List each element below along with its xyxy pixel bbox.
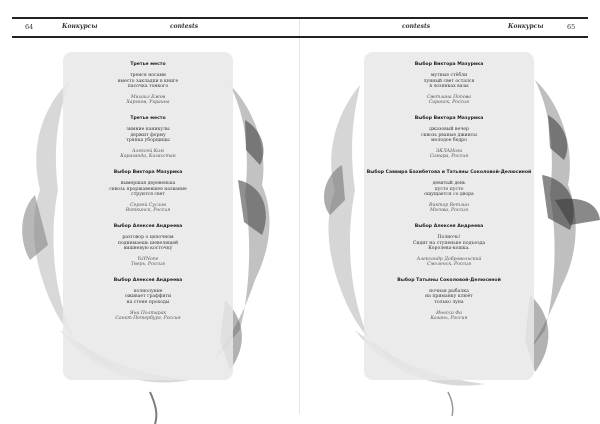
entry-title: Выбор Саввира Бахибетова и Татьяны Соколовой-Делюсиной: [366, 169, 532, 175]
author-name: Виктор Ветлин: [429, 202, 469, 208]
author-name: ЭКЛАНоги: [435, 148, 463, 154]
header-rule-bottom: [12, 36, 300, 38]
haiku-line: в лозянках вазы: [429, 84, 469, 90]
haiku: [334, 73, 564, 90]
page-number: 64: [25, 23, 34, 31]
running-section: contests: [170, 23, 199, 30]
haiku: [33, 289, 263, 306]
author-block: [33, 95, 263, 106]
author-location: Москва, Россия: [429, 208, 469, 214]
haiku-line: на приманку клюёт: [425, 294, 473, 300]
haiku-line: девятый день: [432, 180, 466, 186]
author-location: Смоленск, Россия: [427, 262, 471, 268]
haiku-line: оживает граффити: [124, 294, 172, 300]
page-number: 65: [567, 23, 576, 31]
haiku-line: поднимаешь шевелящей: [117, 240, 179, 246]
author-name: Михаил Ежов: [130, 94, 166, 100]
author-location: Воткинск, Россия: [125, 208, 171, 214]
contest-entry: [33, 224, 263, 268]
author-location: Саранск, Россия: [428, 100, 470, 106]
haiku: [334, 289, 564, 306]
haiku: [33, 181, 263, 198]
header-rule-bottom: [300, 36, 588, 38]
haiku-line: сквозь проржавевшее название: [109, 186, 187, 192]
entry-title: Выбор Алексея Андреева: [113, 277, 183, 283]
haiku-line: разговор о цепочном: [122, 234, 174, 240]
author-block: [334, 257, 564, 268]
running-section: contests: [402, 23, 431, 30]
header-rule-top: [12, 17, 300, 19]
haiku-line: зимние каникулы: [126, 126, 170, 132]
author-name: Сергей Суслов: [130, 202, 166, 208]
author-location: Казань, Россия: [430, 316, 468, 322]
contest-entry: [334, 116, 564, 160]
contest-entries: [334, 62, 564, 332]
entry-title: Выбор Виктора Мазурика: [113, 169, 183, 175]
haiku-line: держит форму: [130, 132, 166, 138]
entry-title: Выбор Алексея Андреева: [414, 223, 484, 229]
contest-entry: [334, 62, 564, 106]
right-page: [300, 0, 600, 424]
contest-entry: [33, 278, 263, 322]
haiku-line: полнолуние: [133, 288, 163, 294]
author-name: Светлана Попова: [426, 94, 472, 100]
contest-entry: [334, 170, 564, 214]
haiku-line: только луна: [434, 300, 464, 306]
header-rule-top: [300, 17, 588, 19]
author-block: [334, 149, 564, 160]
author-name: Алексей Ким: [132, 148, 164, 154]
author-name: Яна Полтарак: [129, 310, 167, 316]
haiku: [334, 235, 564, 252]
haiku-line: Сидит на ступеньке подъезда: [412, 240, 486, 246]
haiku-line: молодое бедро: [431, 138, 467, 144]
haiku-line: Королева-кошка.: [428, 246, 470, 252]
contest-entries: [33, 62, 263, 332]
author-block: [33, 149, 263, 160]
haiku-line: струится свет: [131, 192, 165, 198]
haiku-line: пасочка тонкого: [127, 84, 169, 90]
haiku-line: джазовый вечер: [429, 126, 469, 132]
entry-title: Выбор Алексея Андреева: [113, 223, 183, 229]
haiku-line: пусто пусто: [434, 186, 464, 192]
author-block: [33, 257, 263, 268]
haiku-line: мутные стёбли: [430, 73, 468, 78]
contest-entry: [334, 224, 564, 268]
author-name: Инесса Фа: [436, 310, 462, 316]
author-block: [334, 95, 564, 106]
haiku-line: сквозь рваные джинсы: [421, 132, 477, 138]
author-name: YaYNone: [137, 256, 159, 262]
haiku-line: ночная рыбалка: [429, 288, 469, 294]
contest-entry: [334, 278, 564, 322]
contest-entry: [33, 116, 263, 160]
author-name: Александр Добровольский: [416, 256, 482, 262]
author-block: [334, 311, 564, 322]
author-location: Санкт-Петербург, Россия: [115, 316, 181, 322]
haiku-line: тряпка уборщицы: [126, 138, 170, 144]
haiku-line: на стене проходы: [126, 300, 170, 306]
author-block: [33, 311, 263, 322]
author-block: [334, 203, 564, 214]
haiku-line: Полночь!: [437, 234, 461, 240]
entry-title: Выбор Виктора Мазурика: [414, 115, 484, 121]
author-block: [33, 203, 263, 214]
running-title: Конкурсы: [508, 23, 544, 30]
haiku: [334, 181, 564, 198]
author-location: Тверь, Россия: [131, 262, 165, 268]
haiku-line: вместо закладки в книге: [117, 78, 179, 84]
haiku-line: ощущается со двора: [424, 192, 474, 198]
contest-entry: [33, 62, 263, 106]
haiku: [334, 127, 564, 144]
author-location: Самара, Россия: [429, 154, 469, 160]
entry-title: Третье место: [130, 62, 166, 67]
haiku-line: вишневую косточку: [123, 246, 173, 252]
entry-title: Третье место: [130, 115, 166, 121]
haiku-line: вымершая деревенька: [120, 180, 176, 186]
running-title: Конкурсы: [62, 23, 98, 30]
contest-entry: [33, 170, 263, 214]
entry-title: Выбор Татьяны Соколовой-Делюсиной: [397, 277, 501, 283]
haiku-line: лунный свет остался: [423, 78, 475, 84]
haiku: [33, 127, 263, 144]
author-location: Караганда, Казахстан: [120, 154, 176, 160]
entry-title: Выбор Виктора Мазурика: [414, 62, 484, 67]
haiku-line: тренся носами: [130, 73, 166, 78]
haiku: [33, 73, 263, 90]
haiku: [33, 235, 263, 252]
author-location: Харьков, Украина: [126, 100, 170, 106]
